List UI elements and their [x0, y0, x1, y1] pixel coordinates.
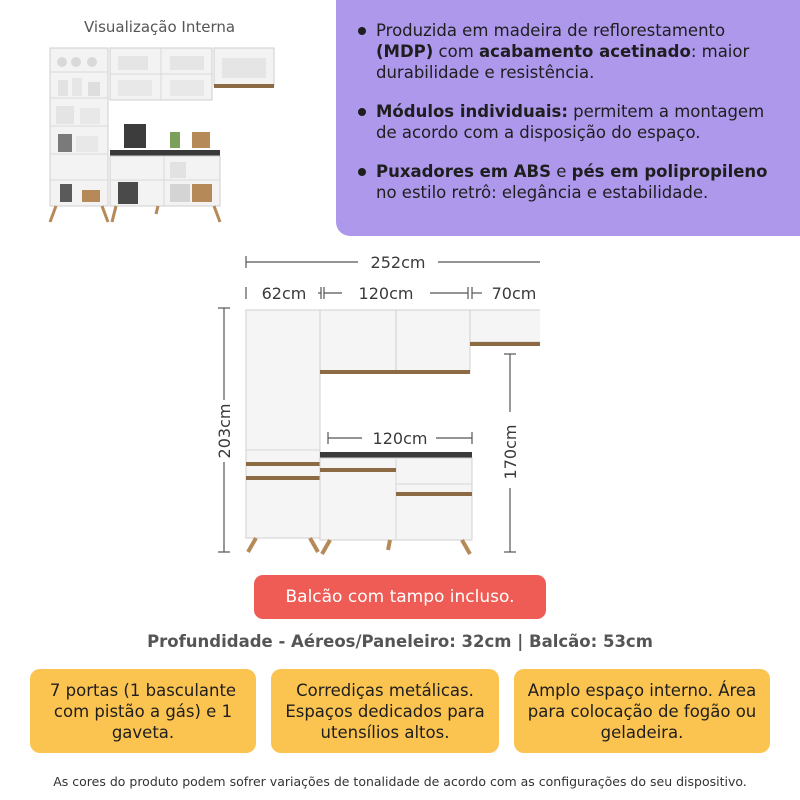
bullet-icon	[358, 108, 366, 116]
module-width-dimensions	[246, 284, 540, 303]
info-box-space	[514, 669, 770, 753]
info-box-text: 7 portas (1 basculante com pistão a gás) e 1 gaveta.	[49, 680, 237, 742]
feature-text: Módulos individuais: permitem a montagem de acordo com a disposição do espaço.	[376, 102, 765, 142]
feature-item	[356, 101, 776, 143]
footer-disclaimer: As cores do produto podem sofrer variações de tonalidade de acordo com as configurações do seu dispositivo.	[53, 774, 747, 789]
info-box-slides	[271, 669, 499, 753]
interior-view-illustration	[46, 44, 276, 230]
right-module-width-label: 70cm	[491, 284, 537, 303]
bullet-icon	[358, 27, 366, 35]
total-height-dimension	[215, 308, 234, 552]
total-width-label: 252cm	[370, 253, 426, 272]
interior-view-title: Visualização Interna	[84, 18, 236, 36]
feature-text: Puxadores em ABS e pés em polipropileno no estilo retrô: elegância e estabilidade.	[376, 162, 768, 202]
features-panel	[336, 0, 800, 236]
total-height-label: 203cm	[215, 403, 234, 459]
counter-width-dimension	[328, 429, 472, 448]
base-counter	[320, 452, 472, 554]
depth-info: Profundidade - Aéreos/Paneleiro: 32cm | Balcão: 53cm	[147, 632, 653, 651]
middle-module-width-label: 120cm	[358, 284, 414, 303]
info-box-text: Amplo espaço interno. Área para colocação de fogão ou geladeira.	[527, 680, 757, 742]
feature-text: Produzida em madeira de reflorestamento (MDP) com acabamento acetinado: maior durabilidade e resistência.	[376, 21, 750, 82]
wall-cabinet-height-label: 170cm	[501, 424, 520, 480]
left-module-width-label: 62cm	[261, 284, 307, 303]
info-box-doors	[30, 669, 256, 753]
info-box-text: Corrediças metálicas. Espaços dedicados para utensílios altos.	[285, 680, 485, 742]
total-width-dimension	[246, 253, 540, 272]
feature-item	[356, 161, 776, 203]
counter-width-label: 120cm	[372, 429, 428, 448]
feature-item	[356, 20, 776, 83]
wall-cabinet-height-dimension	[501, 354, 520, 552]
dimension-drawing	[210, 248, 540, 568]
bullet-icon	[358, 168, 366, 176]
tall-pantry-cabinet	[246, 310, 320, 552]
upper-cabinets	[320, 310, 540, 374]
counter-note-banner: Balcão com tampo incluso.	[254, 575, 546, 619]
